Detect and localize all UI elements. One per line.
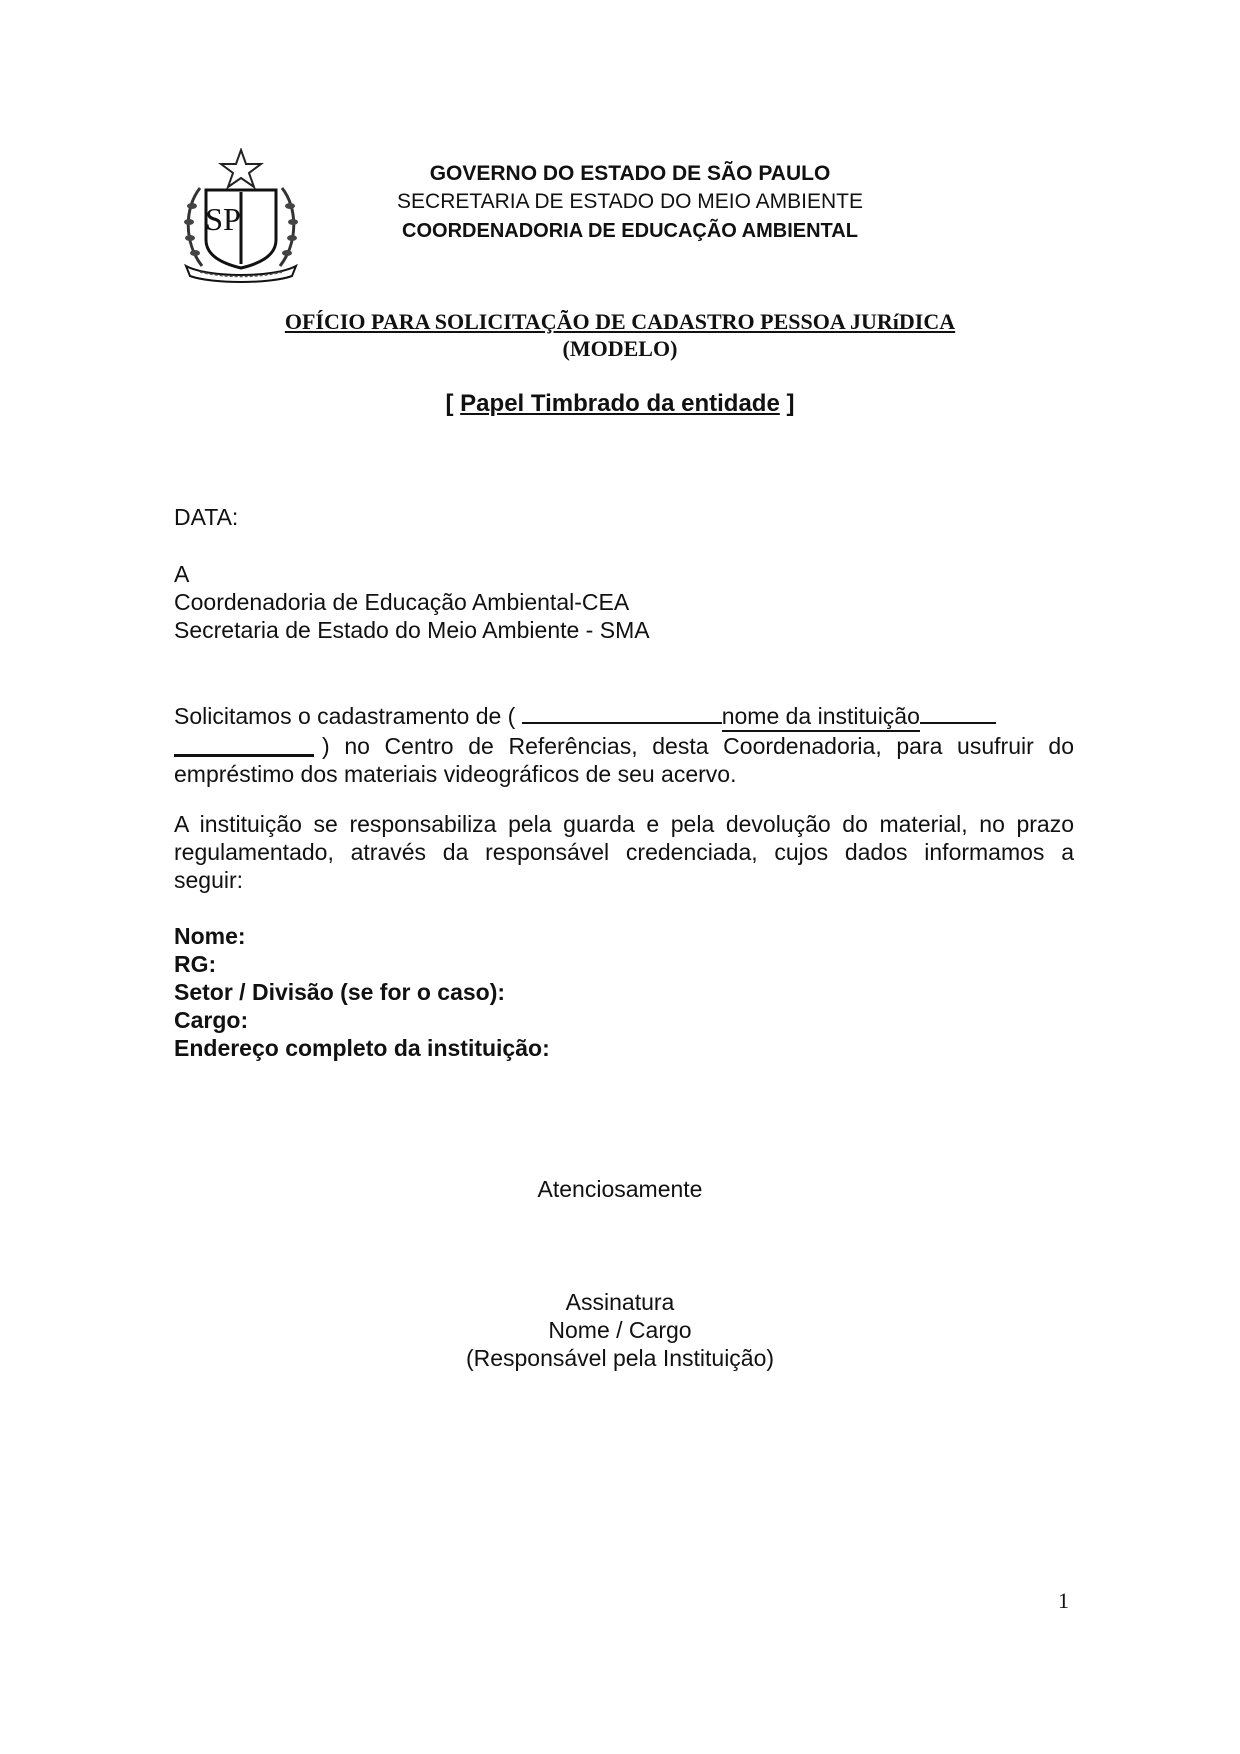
request-line-2	[174, 732, 1074, 760]
closing: Atenciosamente	[537, 1176, 703, 1202]
responsibility-line-1: A instituição se responsabiliza pela guarda e pela devolução do material, no prazo	[174, 811, 1074, 837]
blank-line-2	[920, 700, 996, 724]
request-start: Solicitamos o cadastramento de (	[174, 703, 516, 729]
request-line-3: empréstimo dos materiais videográficos de seu acervo.	[174, 761, 737, 787]
responsibility-paragraph	[174, 810, 1074, 894]
institution-name-placeholder: nome da instituição	[722, 702, 920, 732]
sao-paulo-coat-of-arms	[178, 148, 304, 284]
bracket-open: [	[445, 390, 461, 417]
header-secretariat: SECRETARIA DE ESTADO DO MEIO AMBIENTE	[397, 190, 863, 213]
letterhead-placeholder	[160, 390, 1080, 418]
field-setor: Setor / Divisão (se for o caso):	[174, 979, 506, 1005]
signature-line2: Nome / Cargo	[548, 1317, 692, 1343]
header-government: GOVERNO DO ESTADO DE SÃO PAULO	[429, 162, 831, 185]
signature-line1: Assinatura	[565, 1289, 675, 1315]
signature-line3: (Responsável pela Instituição)	[465, 1345, 775, 1371]
responsibility-line-3: seguir:	[174, 867, 244, 893]
recipient-line1: Coordenadoria de Educação Ambiental-CEA	[174, 589, 630, 615]
seal-letters: SP	[205, 201, 241, 237]
letterhead-label: Papel Timbrado da entidade	[460, 390, 780, 417]
request-paragraph	[174, 700, 1074, 788]
blank-line-3	[174, 732, 314, 757]
field-endereco: Endereço completo da instituição:	[174, 1035, 550, 1061]
document-title: OFÍCIO PARA SOLICITAÇÃO DE CADASTRO PESSOA JURíDICA	[284, 309, 956, 334]
field-nome: Nome:	[174, 923, 246, 949]
blank-line-1	[522, 700, 722, 724]
recipient-line2: Secretaria de Estado do Meio Ambiente - SMA	[174, 617, 650, 643]
recipient-to: A	[174, 561, 190, 587]
field-cargo: Cargo:	[174, 1007, 249, 1033]
header-coordination: COORDENADORIA DE EDUCAÇÃO AMBIENTAL	[402, 220, 858, 242]
date-label: DATA:	[174, 504, 239, 530]
request-line-1	[174, 700, 1074, 732]
seal-icon	[178, 148, 304, 284]
bracket-close: ]	[779, 390, 795, 417]
request-line-2-text: ) no Centro de Referências, desta Coordenadoria, para usufruir do	[322, 733, 1074, 759]
document-subtitle: (MODELO)	[562, 336, 678, 361]
responsibility-line-2: regulamentado, através da responsável credenciada, cujos dados informamos a	[174, 839, 1074, 865]
page-number: 1	[1058, 1588, 1069, 1613]
field-rg: RG:	[174, 951, 217, 977]
